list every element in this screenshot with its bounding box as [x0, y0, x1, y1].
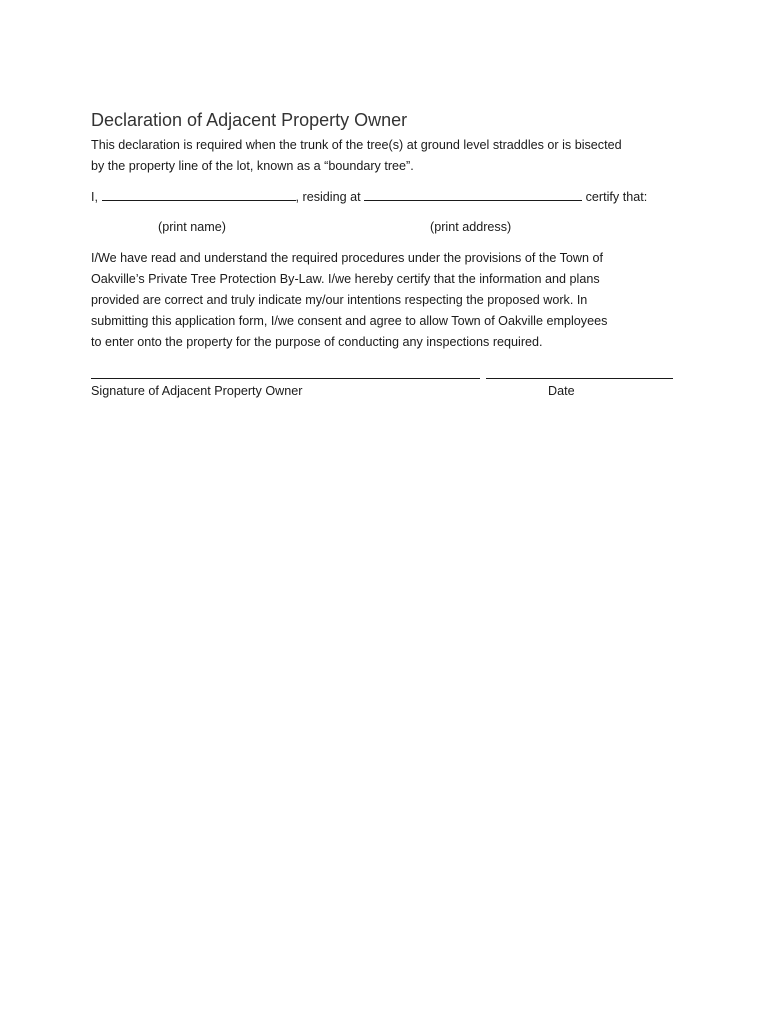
body-line: to enter onto the property for the purpose of conducting any inspections required.: [91, 335, 543, 349]
intro-paragraph: [91, 135, 691, 177]
print-address-blank[interactable]: [364, 186, 582, 201]
print-name-caption: (print name): [158, 220, 226, 234]
body-line: submitting this application form, I/we consent and agree to allow Town of Oakville employees: [91, 314, 608, 328]
certify-line: [91, 186, 647, 208]
certify-prefix: I,: [91, 190, 102, 204]
certify-middle: , residing at: [295, 190, 365, 204]
intro-line: This declaration is required when the trunk of the tree(s) at ground level straddles or is bisected: [91, 138, 622, 152]
intro-line: by the property line of the lot, known as a “boundary tree”.: [91, 159, 414, 173]
signature-label: Signature of Adjacent Property Owner: [91, 384, 303, 398]
date-line[interactable]: [486, 378, 673, 379]
body-line: I/We have read and understand the required procedures under the provisions of the Town of: [91, 251, 604, 265]
print-name-blank[interactable]: [102, 186, 296, 201]
certification-paragraph: [91, 248, 691, 353]
certify-suffix: certify that:: [582, 190, 648, 204]
body-line: Oakville’s Private Tree Protection By-Law. I/we hereby certify that the information and plans: [91, 272, 600, 286]
print-address-caption: (print address): [430, 220, 512, 234]
body-line: provided are correct and truly indicate my/our intentions respecting the proposed work. In: [91, 293, 588, 307]
date-label: Date: [548, 384, 575, 398]
signature-line[interactable]: [91, 378, 480, 379]
document-title: Declaration of Adjacent Property Owner: [91, 110, 408, 130]
